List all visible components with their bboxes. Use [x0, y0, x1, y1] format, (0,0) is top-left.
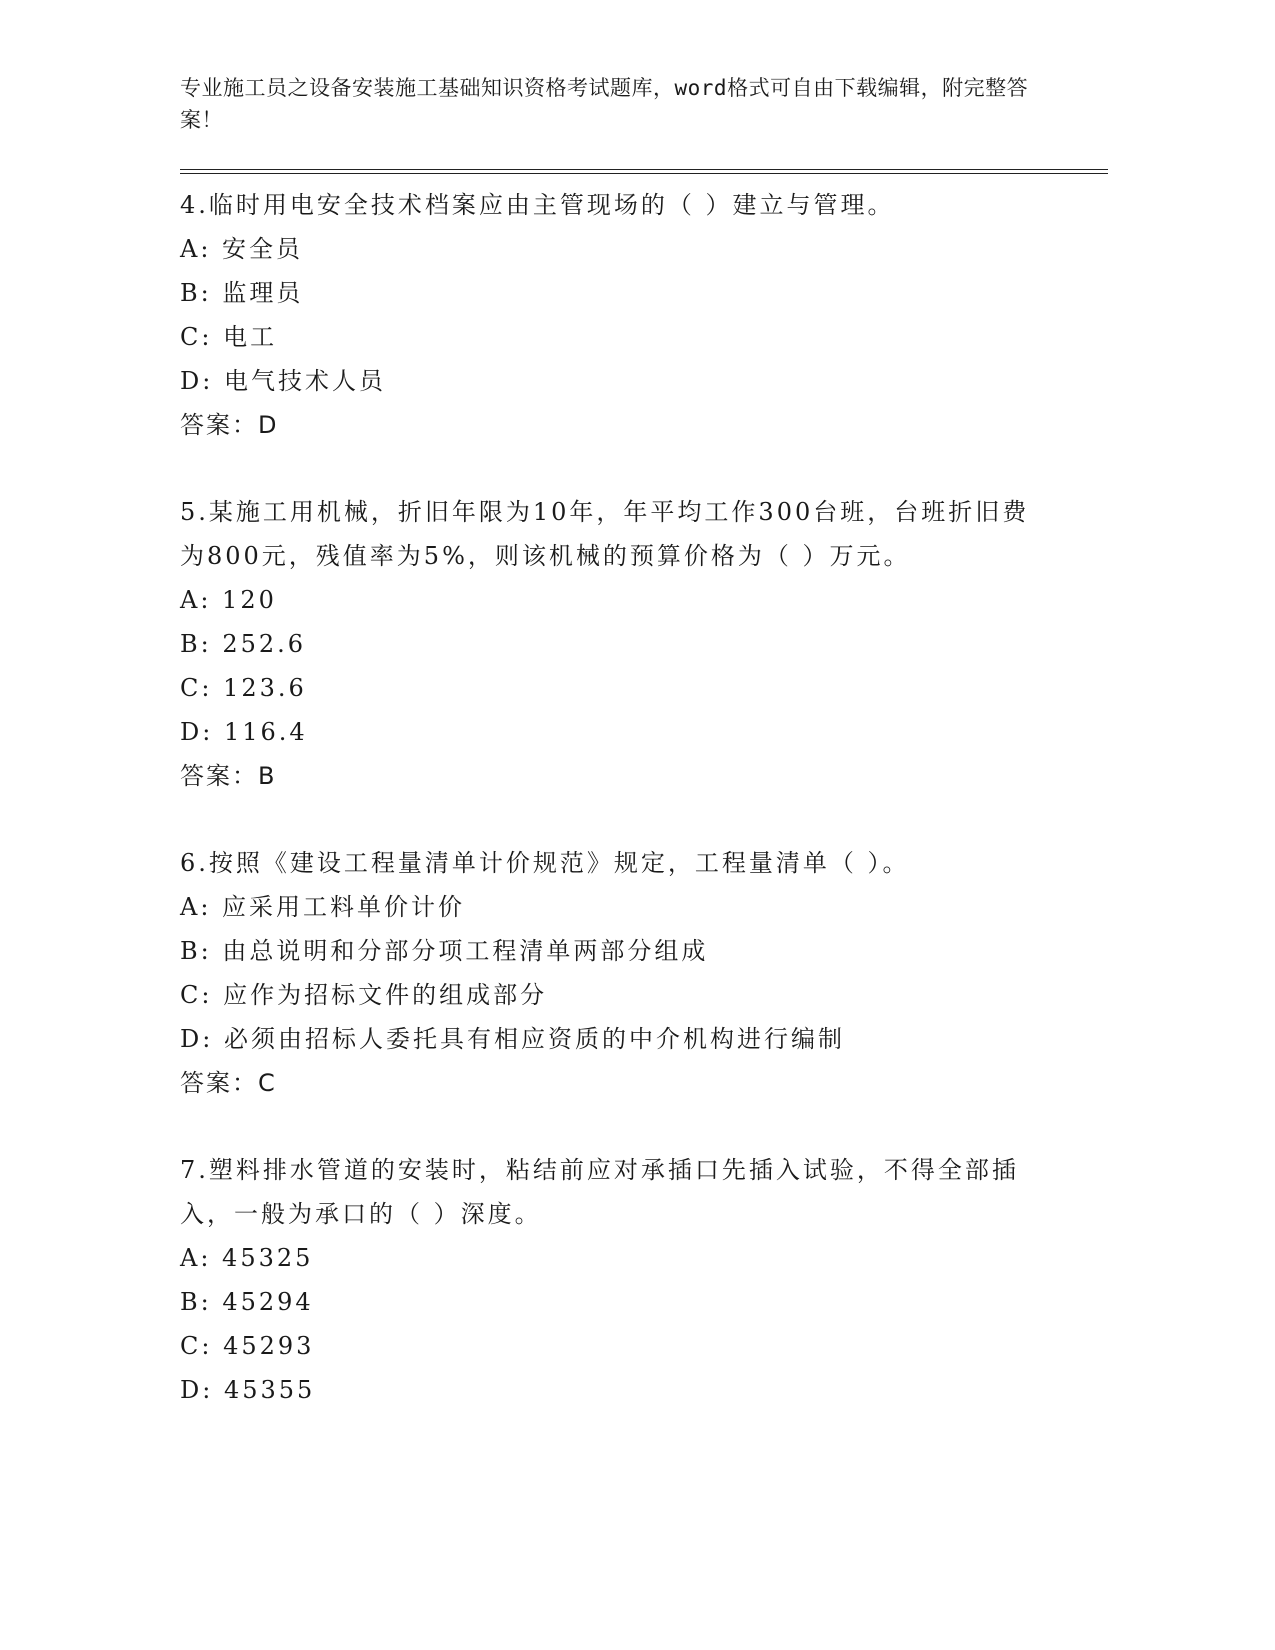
option-a: A: 应采用工料单价计价 — [180, 893, 466, 921]
divider-line-top — [180, 169, 1108, 170]
question-spacer — [180, 447, 1108, 490]
option-d: D: 电气技术人员 — [180, 367, 386, 395]
question-4 — [180, 183, 1108, 447]
question-7 — [180, 1148, 1108, 1412]
question-6 — [180, 841, 1108, 1105]
answer-line: 答案：B — [180, 762, 277, 790]
answer-line: 答案：C — [180, 1069, 277, 1097]
option-d: D: 必须由招标人委托具有相应资质的中介机构进行编制 — [180, 1025, 845, 1053]
question-spacer — [180, 798, 1108, 841]
option-c: C: 电工 — [180, 323, 278, 351]
question-stem: 7.塑料排水管道的安装时，粘结前应对承插口先插入试验，不得全部插入，一般为承口的（ ）深度。 — [180, 1156, 1019, 1228]
option-b: B: 252.6 — [180, 630, 307, 658]
question-stem: 6.按照《建设工程量清单计价规范》规定，工程量清单（ ）。 — [180, 849, 910, 877]
question-5 — [180, 490, 1108, 798]
question-stem: 5.某施工用机械，折旧年限为10年，年平均工作300台班，台班折旧费为800元，残值率为5%，则该机械的预算价格为（ ）万元。 — [180, 498, 1030, 570]
option-a: A: 120 — [180, 586, 277, 614]
header-divider — [180, 169, 1108, 175]
option-a: A: 45325 — [180, 1244, 314, 1272]
option-c: C: 45293 — [180, 1332, 315, 1360]
divider-line-bottom — [180, 173, 1108, 174]
option-d: D: 116.4 — [180, 718, 308, 746]
option-a: A: 安全员 — [180, 235, 304, 263]
question-spacer — [180, 1105, 1108, 1148]
option-b: B: 45294 — [180, 1288, 314, 1316]
document-header-text: 专业施工员之设备安装施工基础知识资格考试题库，word格式可自由下载编辑，附完整答案！ — [180, 76, 1029, 132]
option-c: C: 123.6 — [180, 674, 307, 702]
answer-line: 答案：D — [180, 411, 279, 439]
option-d: D: 45355 — [180, 1376, 316, 1404]
option-b: B: 监理员 — [180, 279, 304, 307]
question-stem: 4.临时用电安全技术档案应由主管现场的（ ）建立与管理。 — [180, 191, 895, 219]
option-c: C: 应作为招标文件的组成部分 — [180, 981, 548, 1009]
document-page — [180, 68, 1108, 1412]
option-b: B: 由总说明和分部分项工程清单两部分组成 — [180, 937, 709, 965]
